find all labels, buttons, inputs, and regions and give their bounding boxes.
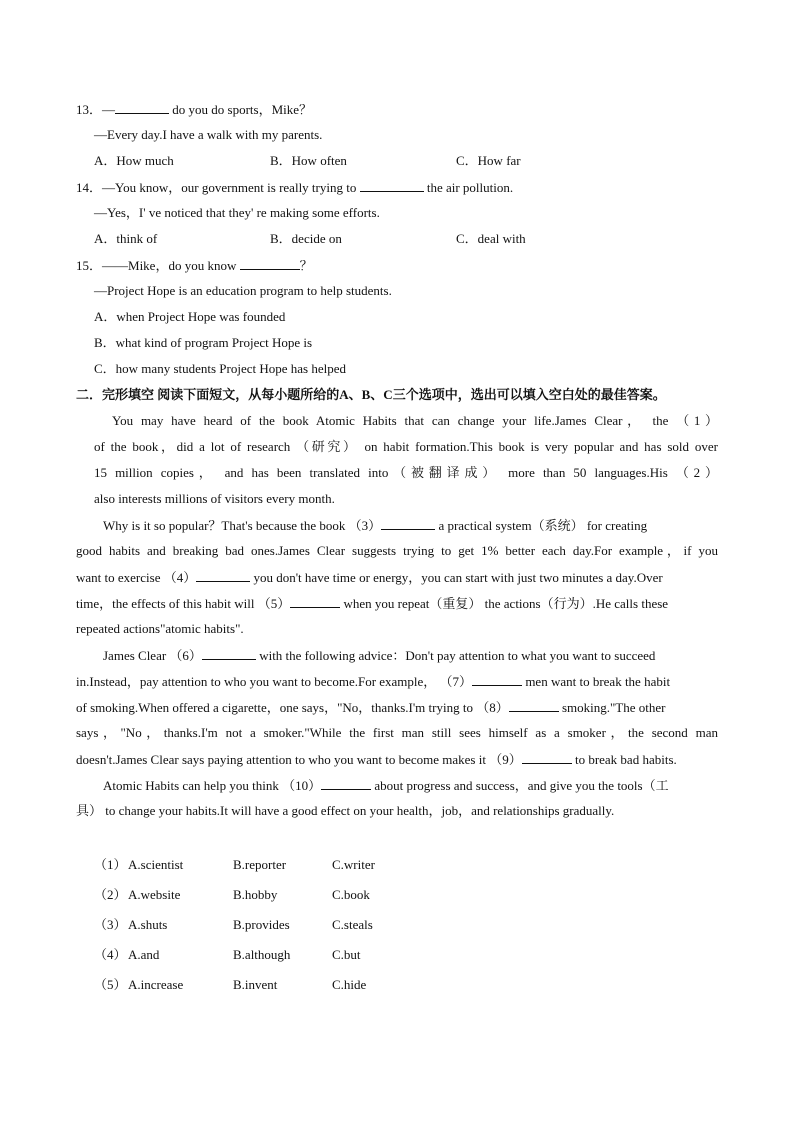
passage-line: You may have heard of the book Atomic Habits that can change your life.James Clear， the （1） [112,413,718,428]
choice-a: A.scientist [128,857,184,872]
choice-b: B.invent [233,977,278,992]
option-a: A．How much [94,153,174,168]
answer-blank [196,569,250,582]
passage-line: good habits and breaking bad ones.James Clear suggests trying to get 1% better each day.For example，if you [76,543,718,558]
option-a: A．when Project Hope was founded [94,309,286,324]
passage-line: says，"No，thanks.I'm not a smoker."While the first man still sees himself as a smoker，the second man [76,725,718,740]
question-13-stem: 13．— do you do sports，Mike？ [76,102,313,117]
choice-a: A.and [128,947,160,962]
choice-c: C.but [332,947,361,962]
passage-line: Why is it so popular？That's because the book （3） a practical system（系统） for creating [103,518,648,533]
answer-blank [472,673,522,686]
passage-line: James Clear （6） with the following advice：Don't pay attention to what you want to succeed [103,648,656,663]
passage-line: 具） to change your habits.It will have a good effect on your health，job，and relationships gradually. [76,803,615,818]
option-c: C．how many students Project Hope has helped [94,361,347,376]
question-14-stem: 14．—You know，our government is really trying to the air pollution. [76,180,514,195]
answer-blank [381,517,435,530]
passage-line: time，the effects of this habit will （5） when you repeat（重复） the actions（行为）.He calls these [76,596,669,611]
choice-c: C.book [332,887,370,902]
choice-number: （4） [94,947,127,962]
passage-line: also interests millions of visitors every month. [94,491,335,506]
passage-line: of smoking.When offered a cigarette，one says，"No，thanks.I'm trying to （8） smoking."The other [76,700,666,715]
option-a: A．think of [94,231,158,246]
choice-a: A.increase [128,977,184,992]
choice-c: C.writer [332,857,375,872]
choice-a: A.shuts [128,917,168,932]
passage-line: want to exercise （4） you don't have time or energy，you can start with just two minutes a day.Over [76,570,663,585]
choice-b: B.hobby [233,887,278,902]
choice-a: A.website [128,887,181,902]
choice-number: （2） [94,887,127,902]
answer-blank [290,595,340,608]
question-15-stem: 15．——Mike，do you know ？ [76,258,313,273]
answer-blank [509,699,559,712]
choice-number: （5） [94,977,127,992]
answer-blank [522,751,572,764]
option-c: C．deal with [456,231,526,246]
question-13-dialogue: —Every day.I have a walk with my parents. [94,127,323,142]
choice-b: B.reporter [233,857,287,872]
option-b: B．what kind of program Project Hope is [94,335,313,350]
passage-line: 15 million copies， and has been translated into（被翻译成） more than 50 languages.His （2） [94,465,718,480]
option-b: B．decide on [270,231,342,246]
answer-blank [321,777,371,790]
option-c: C．How far [456,153,521,168]
question-number: 14． [76,180,103,195]
question-15-dialogue: —Project Hope is an education program to help students. [94,283,392,298]
choice-number: （1） [94,857,127,872]
passage-line: repeated actions"atomic habits". [76,621,244,636]
question-14-dialogue: —Yes，I' ve noticed that they' re making some efforts. [94,205,380,220]
passage-line: Atomic Habits can help you think （10） about progress and success，and give you the tools（工 [103,778,669,793]
question-number: 15． [76,258,103,273]
choice-number: （3） [94,917,127,932]
section-heading: 二．完形填空 阅读下面短文，从每小题所给的A、B、C三个选项中，选出可以填入空白处的最佳答案。 [76,387,666,402]
answer-blank [240,257,300,270]
option-b: B．How often [270,153,347,168]
answer-blank [115,101,169,114]
choice-b: B.although [233,947,291,962]
passage-line: doesn't.James Clear says paying attention to who you want to become makes it （9） to break bad habits. [76,752,677,767]
question-number: 13． [76,102,103,117]
choice-c: C.hide [332,977,367,992]
answer-blank [202,647,256,660]
answer-blank [360,179,424,192]
choice-c: C.steals [332,917,373,932]
choice-b: B.provides [233,917,290,932]
passage-line: in.Instead，pay attention to who you want to become.For example， （7） men want to break the habit [76,674,671,689]
passage-line: of the book，did a lot of research （研究） on habit formation.This book is very popular and has sold over [94,439,718,454]
